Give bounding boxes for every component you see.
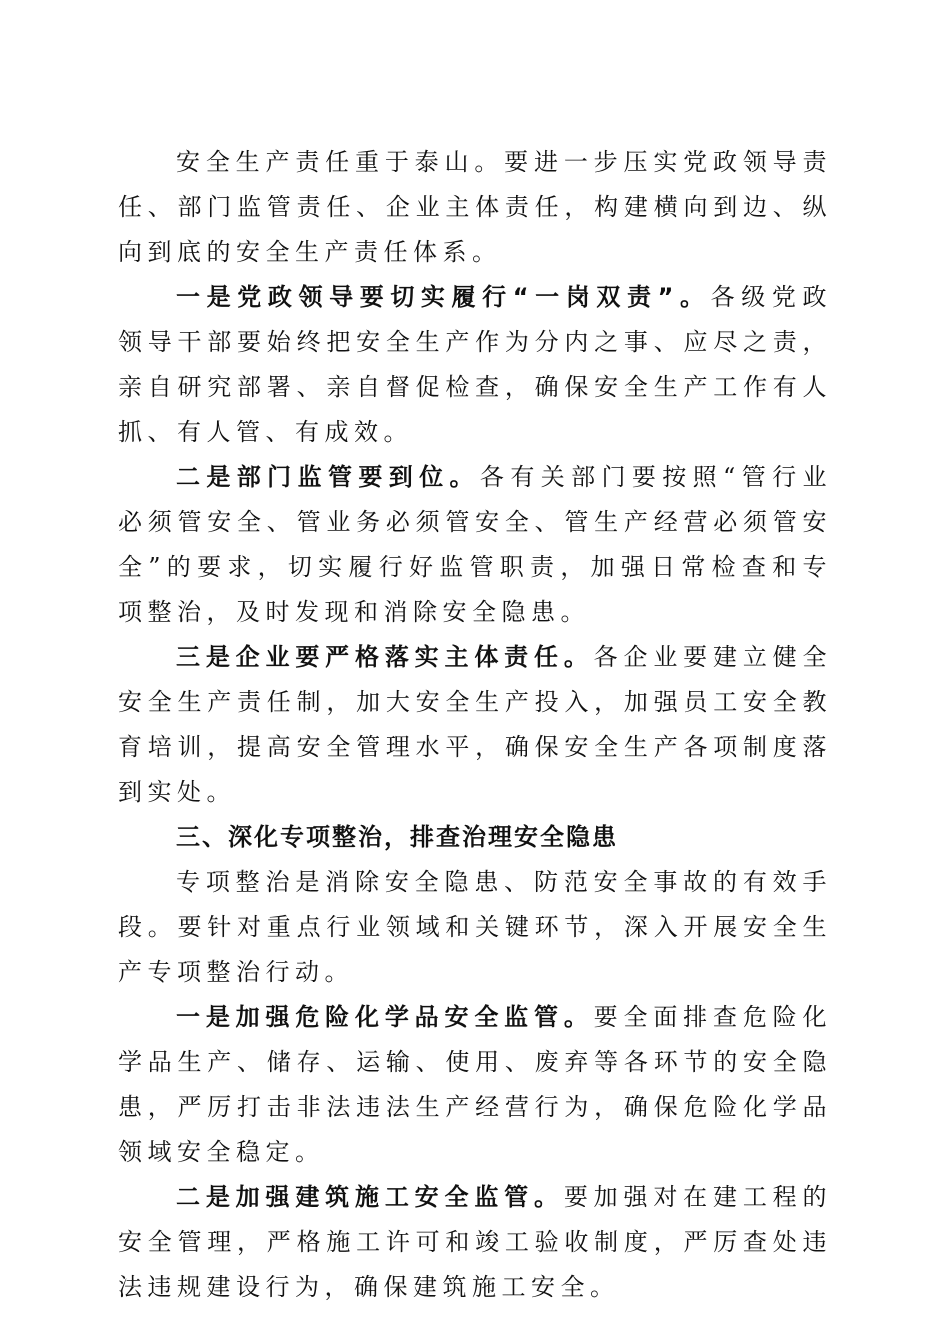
section-heading: 三、深化专项整治，排查治理安全隐患 — [176, 823, 618, 851]
paragraph-text: 各级党政领导干部要始终把安全生产作为分内之事、应尽之责，亲自研究部署、亲自督促检查，确保安全生产工作有人抓、有人管、有成效。 — [118, 283, 833, 446]
paragraph-responsibility-intro — [118, 140, 832, 275]
paragraph-text: 各企业要建立健全安全生产责任制，加大安全生产投入，加强员工安全教育培训，提高安全管理水平，确保安全生产各项制度落到实处。 — [118, 643, 833, 806]
paragraph-lead: 一是党政领导要切实履行“一岗双责”。 — [176, 283, 711, 311]
paragraph-lead: 一是加强危险化学品安全监管。 — [176, 1003, 594, 1031]
paragraph-department-supervision — [118, 455, 832, 635]
document-body — [118, 140, 832, 1310]
paragraph-lead: 三是企业要严格落实主体责任。 — [176, 643, 594, 671]
paragraph-construction-safety — [118, 1175, 832, 1310]
paragraph-party-leadership — [118, 275, 832, 455]
paragraph-special-rectification — [118, 860, 832, 995]
paragraph-text: 安全生产责任重于泰山。要进一步压实党政领导责任、部门监管责任、企业主体责任，构建横向到边、纵向到底的安全生产责任体系。 — [118, 148, 832, 266]
paragraph-hazardous-chemicals — [118, 995, 832, 1175]
paragraph-text: 要加强对在建工程的安全管理，严格施工许可和竣工验收制度，严厉查处违法违规建设行为，确保建筑施工安全。 — [118, 1183, 833, 1301]
paragraph-enterprise-responsibility — [118, 635, 832, 815]
paragraph-text: 要全面排查危险化学品生产、储存、运输、使用、废弃等各环节的安全隐患，严厉打击非法违法生产经营行为，确保危险化学品领域安全稳定。 — [118, 1003, 833, 1166]
paragraph-lead: 二是加强建筑施工安全监管。 — [176, 1183, 564, 1211]
paragraph-lead: 二是部门监管要到位。 — [176, 463, 480, 491]
paragraph-text: 专项整治是消除安全隐患、防范安全事故的有效手段。要针对重点行业领域和关键环节，深入开展安全生产专项整治行动。 — [118, 868, 832, 986]
paragraph-text: 各有关部门要按照“管行业必须管安全、管业务必须管安全、管生产经营必须管安全”的要求，切实履行好监管职责，加强日常检查和专项整治，及时发现和消除安全隐患。 — [118, 463, 832, 626]
